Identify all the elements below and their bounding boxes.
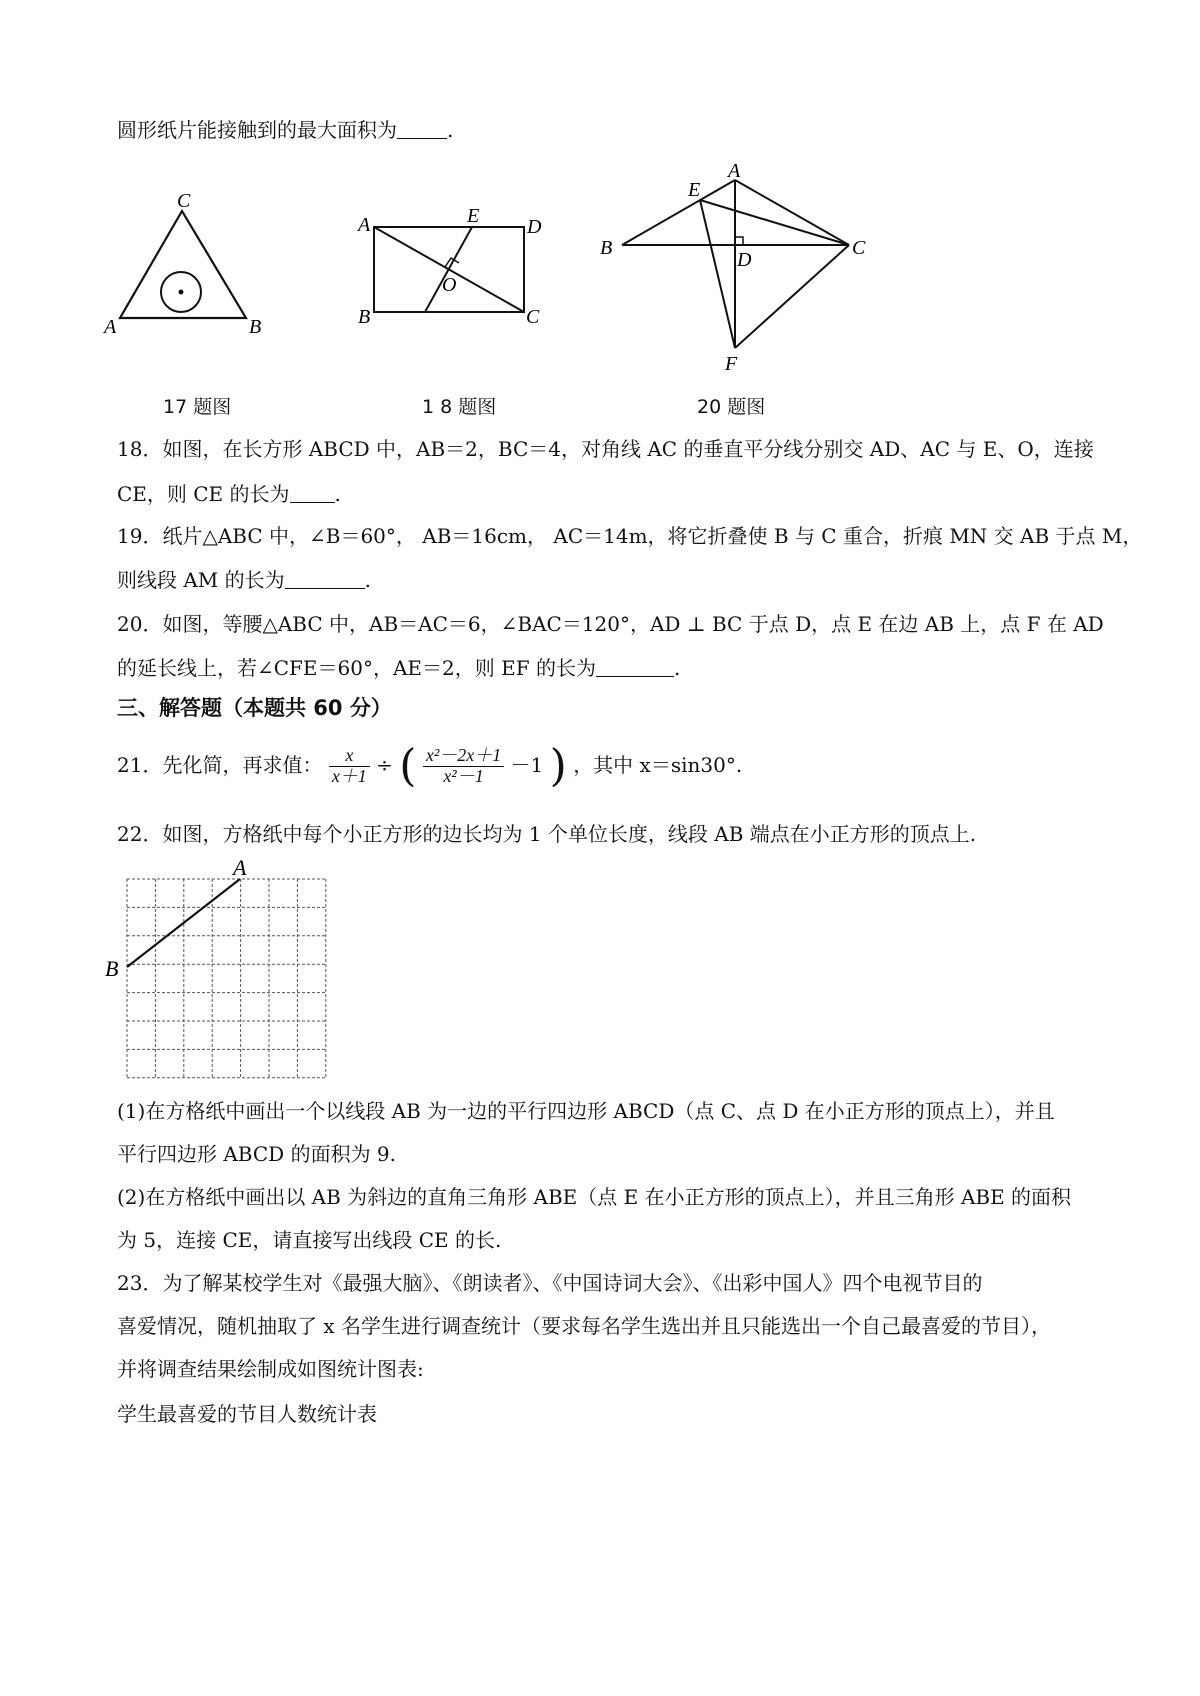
minus-one: －1: [510, 753, 544, 777]
q22-part1-line2: 平行四边形 ABCD 的面积为 9.: [117, 1142, 397, 1166]
label-d: D: [737, 249, 752, 271]
caption-fig17: 17 题图: [163, 396, 232, 418]
q21-suffix: ，其中 x＝sin30°.: [573, 753, 743, 777]
grid-figure: [100, 850, 340, 1090]
period: .: [447, 118, 454, 142]
answer-blank: [397, 118, 447, 139]
q22-part2-line1: (2)在方格纸中画出以 AB 为斜边的直角三角形 ABE（点 E 在小正方形的顶点上），并且三角形 ABE 的面积: [117, 1185, 1072, 1209]
fraction-1: [329, 746, 370, 787]
figure-20-triangles: [595, 158, 885, 378]
fraction-2-numerator: x²－2x＋1: [423, 746, 504, 767]
section-heading: 三、解答题（本题共 60 分）: [117, 696, 392, 720]
q21-prefix: 21．先化简，再求值：: [117, 753, 323, 777]
q19-line2: [117, 566, 371, 594]
figure-18-rectangle: [355, 200, 555, 335]
answer-blank: [596, 656, 674, 677]
label-a: A: [233, 855, 247, 880]
label-a: A: [728, 160, 741, 182]
answer-blank: [285, 568, 365, 589]
q22-part1-line1: (1)在方格纸中画出一个以线段 AB 为一边的平行四边形 ABCD（点 C、点 D 在小正方形的顶点上），并且: [117, 1099, 1055, 1123]
label-b: B: [105, 956, 119, 981]
label-c: C: [852, 237, 866, 259]
q18-line1: 18．如图，在长方形 ABCD 中，AB＝2，BC＝4，对角线 AC 的垂直平分线分别交 AD、AC 与 E、O，连接: [117, 437, 1094, 461]
fraction-1-numerator: x: [329, 746, 370, 767]
q21: [117, 735, 742, 799]
period: .: [334, 482, 341, 506]
divide-sign: ÷: [376, 753, 393, 777]
caption-fig20: 20 题图: [697, 396, 766, 418]
label-e: E: [688, 179, 701, 201]
table-title: 学生最喜爱的节目人数统计表: [117, 1402, 377, 1426]
answer-blank: [290, 482, 335, 503]
caption-fig18: 1 8 题图: [422, 396, 497, 418]
q19-text: 则线段 AM 的长为: [117, 568, 285, 592]
right-paren: ): [549, 740, 567, 792]
q17-text: 圆形纸片能接触到的最大面积为: [117, 118, 397, 142]
q19-line1: 19．纸片△ABC 中，∠B＝60°， AB＝16cm， AC＝14m，将它折叠使 B 与 C 重合，折痕 MN 交 AB 于点 M，: [117, 524, 1143, 548]
figure-17-triangle: [100, 185, 280, 345]
q23-line1: 23．为了解某校学生对《最强大脑》、《朗读者》、《中国诗词大会》、《出彩中国人》四个电视节目的: [117, 1271, 983, 1295]
label-e: E: [467, 205, 480, 227]
label-b: B: [600, 237, 613, 259]
label-a: A: [104, 316, 117, 338]
period: .: [364, 568, 371, 592]
label-b: B: [249, 316, 262, 338]
q23-line3: 并将调查结果绘制成如图统计图表:: [117, 1357, 424, 1381]
q23-line2: 喜爱情况，随机抽取了 x 名学生进行调查统计（要求每名学生选出并且只能选出一个自己最喜爱的节目），: [117, 1314, 1051, 1338]
fraction-1-denominator: x＋1: [331, 766, 367, 786]
left-paren: (: [399, 740, 417, 792]
label-a: A: [358, 214, 371, 236]
label-c: C: [526, 306, 540, 328]
label-d: D: [527, 216, 542, 238]
q20-line2: [117, 654, 680, 682]
q22-part2-line2: 为 5，连接 CE，请直接写出线段 CE 的长.: [117, 1228, 502, 1252]
q20-text: 的延长线上，若∠CFE＝60°，AE＝2，则 EF 的长为: [117, 656, 596, 680]
q22-stem: 22．如图，方格纸中每个小正方形的边长均为 1 个单位长度，线段 AB 端点在小正方形的顶点上.: [117, 822, 977, 846]
fraction-2: [423, 746, 504, 787]
label-c: C: [177, 190, 191, 212]
q18-text: CE，则 CE 的长为: [117, 482, 290, 506]
period: .: [673, 656, 681, 680]
q17-continuation: [117, 116, 453, 144]
fraction-2-denominator: x²－1: [443, 766, 484, 786]
label-f: F: [725, 353, 738, 375]
label-b: B: [358, 306, 371, 328]
q20-line1: 20．如图，等腰△ABC 中，AB＝AC＝6，∠BAC＝120°，AD ⊥ BC 于点 D，点 E 在边 AB 上，点 F 在 AD: [117, 612, 1104, 636]
q18-line2: [117, 480, 341, 508]
label-o: O: [442, 274, 457, 296]
